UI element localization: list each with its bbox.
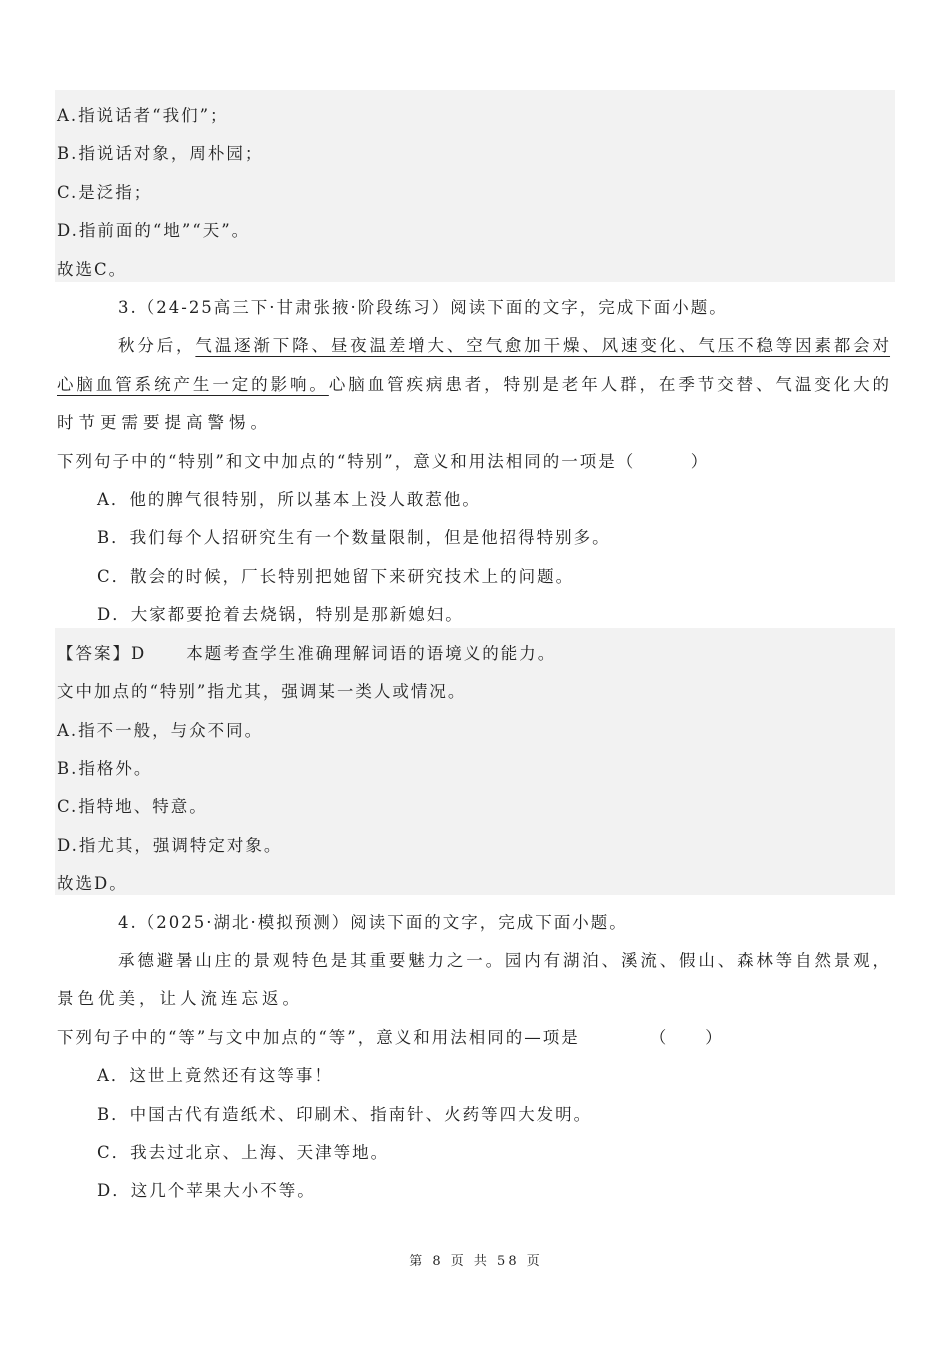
passage-line: 时节更需要提高警惕。 [57, 413, 272, 433]
option: A．这世上竟然还有这等事！ [97, 1066, 333, 1086]
passage-line: 景色优美，让人流连忘返。 [57, 989, 303, 1009]
question-stem: 下列句子中的“特别”和文中加点的“特别”，意义和用法相同的一项是（ ） [57, 451, 710, 471]
passage-text: 秋分后， [118, 336, 196, 356]
explanation-line: C.指特地、特意。 [57, 797, 208, 817]
explanation-line: A.指不一般，与众不同。 [57, 720, 264, 740]
page-footer: 第 8 页 共 58 页 [409, 1254, 543, 1269]
question-heading: 4.（2025·湖北·模拟预测）阅读下面的文字，完成下面小题。 [118, 912, 628, 932]
option: C．散会的时候，厂长特别把她留下来研究技术上的问题。 [97, 566, 575, 586]
answer-line [57, 635, 890, 673]
explanation-line: D.指前面的“地”“天”。 [57, 221, 251, 241]
passage-line [57, 366, 890, 404]
answer-note: 本题考查学生准确理解词语的语境义的能力。 [186, 643, 557, 663]
explanation-line: 故选D。 [57, 874, 128, 894]
answer-blank: （ ） [649, 1027, 724, 1047]
question-text: 下列句子中的“等”与文中加点的“等”，意义和用法相同的—项是 [57, 1027, 580, 1047]
option: B．中国古代有造纸术、印刷术、指南针、火药等四大发明。 [97, 1104, 593, 1124]
explanation-line: 文中加点的“特别”指尤其，强调某一类人或情况。 [57, 682, 467, 702]
explanation-line: B.指格外。 [57, 758, 153, 778]
passage-line: 承德避暑山庄的景观特色是其重要魅力之一。园内有湖泊、溪流、假山、森林等自然景观， [118, 950, 890, 970]
option: D．这几个苹果大小不等。 [97, 1181, 316, 1201]
explanation-line: D.指尤其，强调特定对象。 [57, 835, 283, 855]
document-body [57, 97, 890, 1211]
underlined-text: 心脑血管系统产生一定的影响。 [57, 374, 329, 394]
underlined-text: 气温逐渐下降、昼夜温差增大、空气愈加干燥、风速变化、气压不稳等因素都会对 [195, 336, 891, 356]
explanation-line: 故选C。 [57, 259, 128, 279]
passage-line [57, 327, 890, 365]
question-stem [57, 1019, 890, 1057]
passage-text: 心脑血管疾病患者，特别是老年人群，在季节交替、气温变化大的 [328, 374, 891, 394]
explanation-line: C.是泛指； [57, 182, 153, 202]
option: B．我们每个人招研究生有一个数量限制，但是他招得特别多。 [97, 528, 611, 548]
option: D．大家都要抢着去烧锅，特别是那新媳妇。 [97, 605, 464, 625]
explanation-line: A.指说话者“我们”； [57, 106, 229, 125]
explanation-line: B.指说话对象，周朴园； [57, 144, 264, 164]
question-heading: 3.（24-25高三下·甘肃张掖·阶段练习）阅读下面的文字，完成下面小题。 [118, 298, 728, 318]
option: C．我去过北京、上海、天津等地。 [97, 1142, 390, 1162]
answer-label: 【答案】D [57, 643, 147, 663]
option: A．他的脾气很特别，所以基本上没人敢惹他。 [97, 490, 481, 510]
